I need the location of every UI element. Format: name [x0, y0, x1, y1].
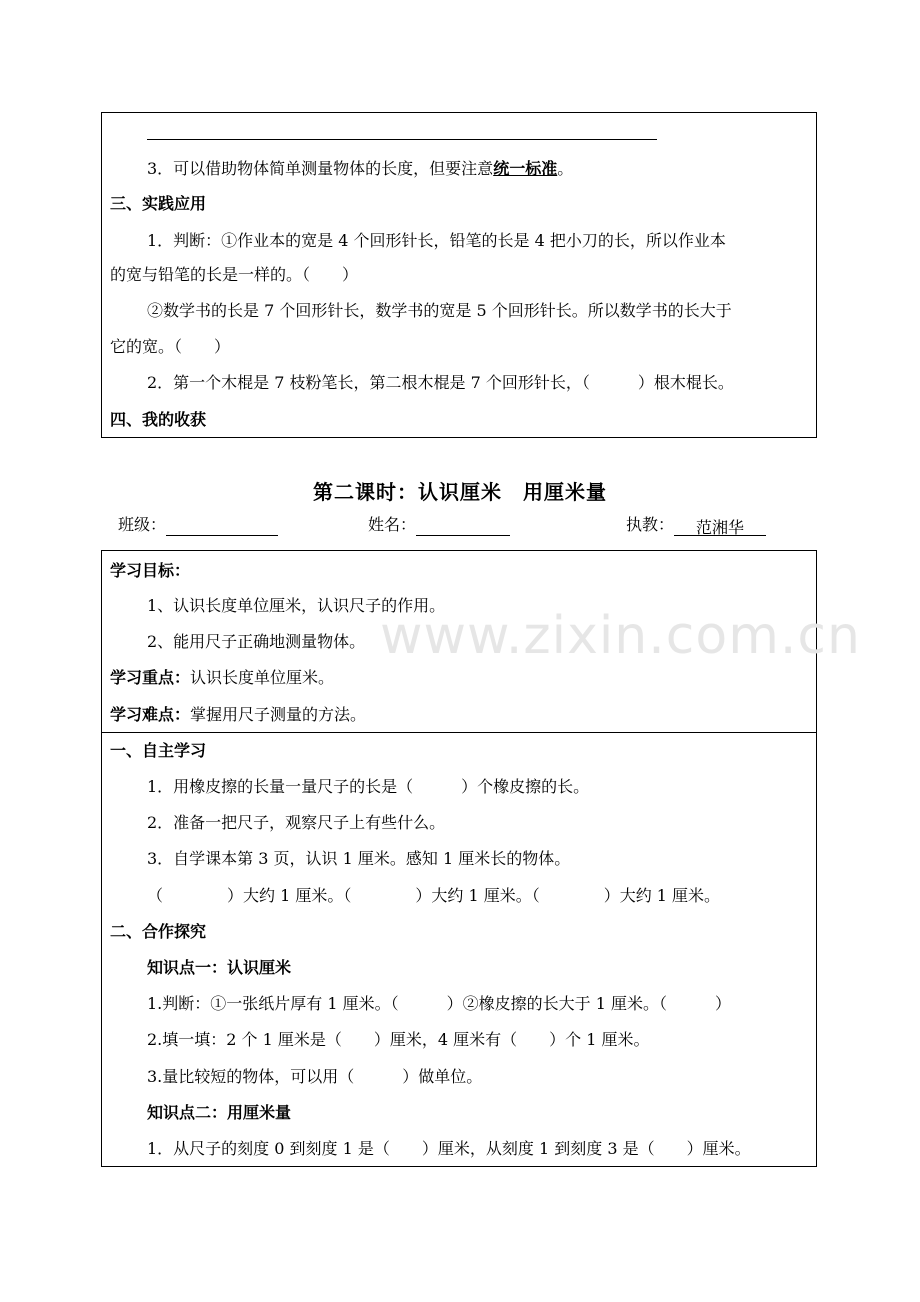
watermark: www.zixin.com.cn	[380, 606, 861, 666]
class-input-line[interactable]	[166, 517, 278, 536]
self-study-item-3-blanks: （ ）大约 1 厘米。（ ）大约 1 厘米。（ ）大约 1 厘米。	[147, 886, 721, 905]
key-point-label: 学习重点：	[110, 668, 191, 687]
difficulty-point	[110, 705, 812, 727]
self-study-item-3: 3．自学课本第 3 页，认识 1 厘米。感知 1 厘米长的物体。	[147, 849, 571, 868]
goal-2: 2、能用尺子正确地测量物体。	[147, 632, 366, 651]
section-divider	[102, 732, 816, 733]
judge-1-line-2: 的宽与铅笔的长是一样的。（ ）	[110, 265, 359, 284]
goal-1: 1、认识长度单位厘米，认识尺子的作用。	[147, 596, 446, 615]
summary-item-3-prefix: 3．可以借助物体简单测量物体的长度，但要注意	[147, 159, 494, 178]
judge-1-line-1: 1．判断：①作业本的宽是 4 个回形针长，铅笔的长是 4 把小刀的长，所以作业本	[147, 231, 726, 250]
point-2-heading: 知识点二：用厘米量	[147, 1103, 292, 1122]
lesson-title: 第二课时：认识厘米 用厘米量	[313, 480, 607, 504]
point-1-item-1: 1.判断：①一张纸片厚有 1 厘米。（ ）②橡皮擦的长大于 1 厘米。（ ）	[147, 994, 731, 1013]
harvest-heading: 四、我的收获	[110, 410, 207, 429]
teacher-field	[626, 514, 766, 536]
summary-item-3-emphasis: 统一标准	[493, 159, 558, 178]
name-field	[368, 514, 510, 536]
teacher-label: 执教：	[626, 515, 675, 534]
goals-heading: 学习目标：	[110, 561, 191, 580]
judge-2-line-2: 它的宽。（ ）	[110, 337, 231, 356]
self-study-item-2: 2．准备一把尺子，观察尺子上有些什么。	[147, 813, 446, 832]
class-label: 班级：	[118, 515, 167, 534]
self-study-item-1: 1．用橡皮擦的长量一量尺子的长是（ ）个橡皮擦的长。	[147, 777, 590, 796]
teacher-name: 范湘华	[674, 517, 766, 536]
answer-line	[147, 139, 657, 140]
lesson-box	[101, 550, 817, 1167]
summary-item-3-suffix: 。	[557, 159, 574, 178]
name-input-line[interactable]	[416, 517, 510, 536]
key-point-text: 认识长度单位厘米。	[190, 668, 335, 687]
difficulty-label: 学习难点：	[110, 705, 191, 724]
judge-2-line-1: ②数学书的长是 7 个回形针长，数学书的宽是 5 个回形针长。所以数学书的长大于	[147, 301, 732, 320]
difficulty-text: 掌握用尺子测量的方法。	[190, 705, 367, 724]
point-2-item-1: 1．从尺子的刻度 0 到刻度 1 是（ ）厘米，从刻度 1 到刻度 3 是（ ）厘米。	[147, 1139, 751, 1158]
previous-lesson-box	[101, 112, 817, 438]
point-1-heading: 知识点一：认识厘米	[147, 958, 292, 977]
name-label: 姓名：	[368, 515, 417, 534]
key-point	[110, 668, 812, 690]
cooperate-heading: 二、合作探究	[110, 922, 207, 941]
practice-heading: 三、实践应用	[110, 194, 207, 213]
point-1-item-2: 2.填一填：2 个 1 厘米是（ ）厘米，4 厘米有（ ）个 1 厘米。	[147, 1030, 650, 1049]
practice-item-2: 2．第一个木棍是 7 枝粉笔长，第二根木棍是 7 个回形针长，（ ）根木棍长。	[147, 373, 734, 392]
class-field	[118, 514, 278, 536]
self-study-heading: 一、自主学习	[110, 741, 207, 760]
summary-item-3	[147, 159, 812, 181]
point-1-item-3: 3.量比较短的物体，可以用（ ）做单位。	[147, 1067, 483, 1086]
